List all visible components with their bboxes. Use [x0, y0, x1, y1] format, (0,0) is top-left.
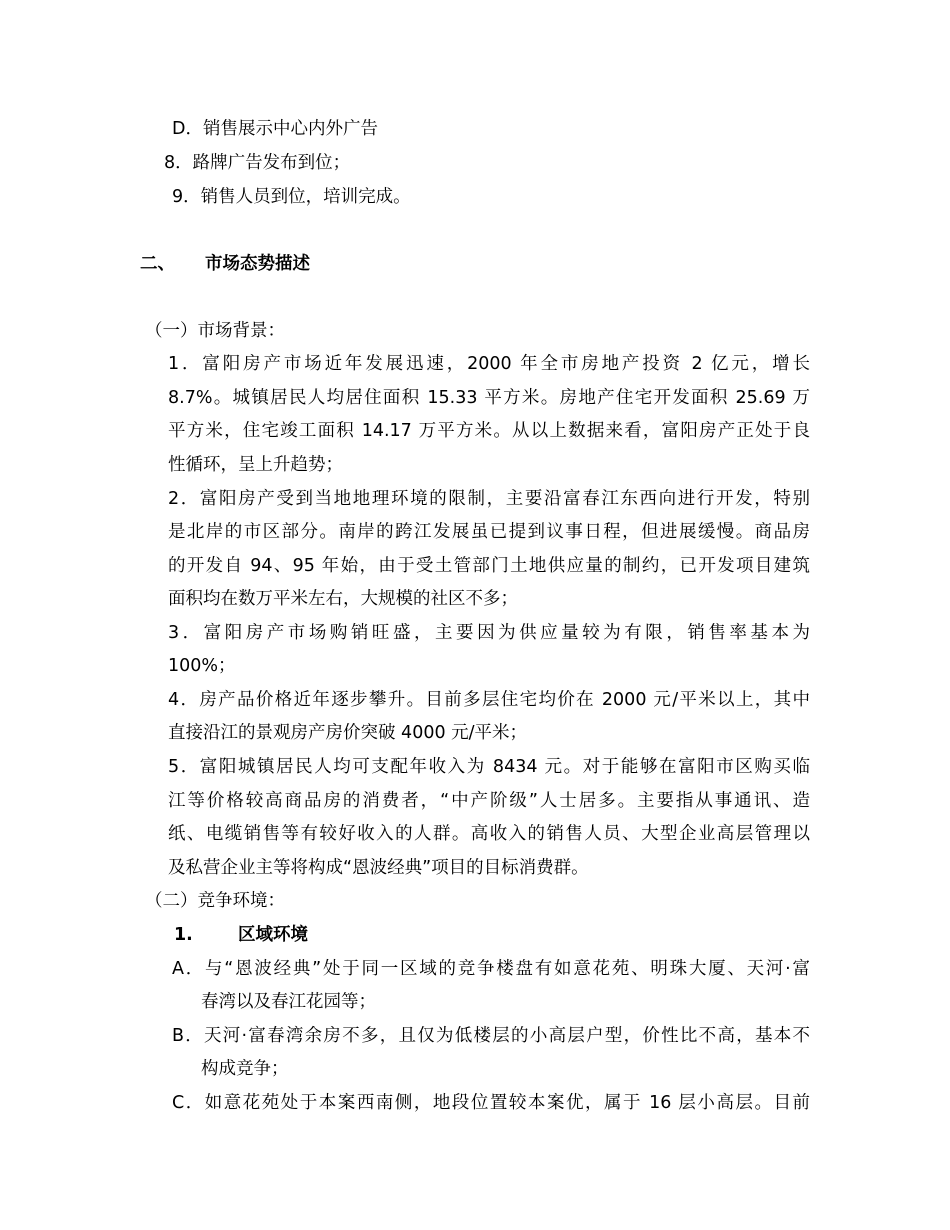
paragraph-line: 的开发自 94、95 年始，由于受土管部门土地供应量的制约，已开发项目建筑	[168, 556, 810, 576]
paragraph-line: 3．富阳房产市场购销旺盛，主要因为供应量较为有限，销售率基本为	[168, 623, 810, 643]
subheading-title: 区域环境	[238, 925, 308, 945]
subsection-heading: （二）竞争环境：	[145, 891, 285, 911]
paragraph-line: 直接沿江的景观房产房价突破 4000 元/平米；	[168, 723, 528, 743]
paragraph-line: 性循环，呈上升趋势；	[168, 455, 343, 475]
paragraph-line: 及私营企业主等将构成“恩波经典”项目的目标消费群。	[168, 858, 589, 878]
list-item-8: 8．路牌广告发布到位；	[164, 153, 351, 173]
list-item-9: 9．销售人员到位，培训完成。	[172, 187, 411, 207]
paragraph-line: 1．富阳房产市场近年发展迅速，2000 年全市房地产投资 2 亿元，增长	[168, 354, 810, 374]
paragraph-line: 纸、电缆销售等有较好收入的人群。高收入的销售人员、大型企业高层管理以	[168, 824, 810, 844]
paragraph-line: 8.7%。城镇居民人均居住面积 15.33 平方米。房地产住宅开发面积 25.69 万	[168, 388, 810, 408]
list-item-line: B．天河·富春湾余房不多，且仅为低楼层的小高层户型，价性比不高，基本不	[172, 1026, 810, 1046]
section-heading: 市场态势描述	[205, 254, 310, 274]
paragraph-line: 100%；	[168, 656, 236, 676]
list-item-line: C．如意花苑处于本案西南侧，地段位置较本案优，属于 16 层小高层。目前	[172, 1093, 810, 1113]
list-item-line: A．与“恩波经典”处于同一区域的竞争楼盘有如意花苑、明珠大厦、天河·富	[172, 959, 810, 979]
paragraph-line: 面积均在数万平米左右，大规模的社区不多；	[168, 589, 518, 609]
subsection-heading: （一）市场背景：	[145, 321, 285, 341]
paragraph-line: 是北岸的市区部分。南岸的跨江发展虽已提到议事日程，但进展缓慢。商品房	[168, 522, 810, 542]
subheading-number: 1.	[174, 925, 193, 945]
list-item-line: 春湾以及春江花园等；	[201, 992, 376, 1012]
paragraph-line: 平方米，住宅竣工面积 14.17 万平方米。从以上数据来看，富阳房产正处于良	[168, 421, 810, 441]
paragraph-line: 江等价格较高商品房的消费者，“中产阶级”人士居多。主要指从事通讯、造	[168, 791, 810, 811]
list-item-line: 构成竞争；	[201, 1059, 289, 1079]
paragraph-line: 4．房产品价格近年逐步攀升。目前多层住宅均价在 2000 元/平米以上，其中	[168, 690, 810, 710]
paragraph-line: 2．富阳房产受到当地地理环境的限制，主要沿富春江东西向进行开发，特别	[168, 489, 810, 509]
paragraph-line: 5．富阳城镇居民人均可支配年收入为 8434 元。对于能够在富阳市区购买临	[168, 757, 810, 777]
section-number: 二、	[140, 254, 175, 274]
list-item-d: D．销售展示中心内外广告	[172, 119, 378, 139]
